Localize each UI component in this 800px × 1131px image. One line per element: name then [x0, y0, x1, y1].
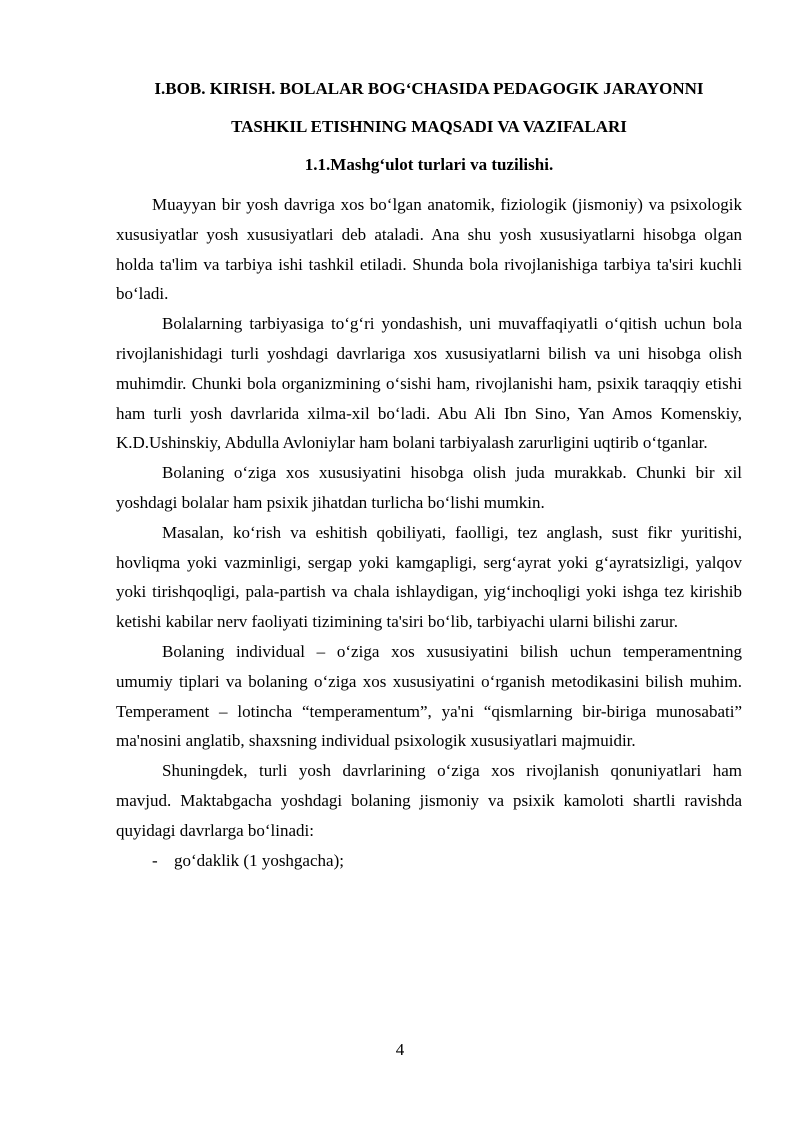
chapter-heading-line-1: I.BOB. KIRISH. BOLALAR BOG‘CHASIDA PEDAGOGIK JARAYONNI: [154, 79, 704, 98]
paragraph-1: Muayyan bir yosh davriga xos bo‘lgan anatomik, fiziologik (jismoniy) va psixologik xususiyatlar yosh xususiyatlari deb ataladi. Ana shu yosh xususiyatlarni hisobga olgan holda ta'lim va tarbiya ishi tashkil etiladi. Shunda bola rivojlanishiga tarbiya ta'siri kuchli bo‘ladi.: [116, 195, 742, 304]
paragraph-3: Bolaning o‘ziga xos xususiyatini hisobga olish juda murakkab. Chunki bir xil yoshdagi bolalar ham psixik jihatdan turlicha bo‘lishi mumkin.: [116, 463, 742, 512]
paragraph-5: Bolaning individual – o‘ziga xos xususiyatini bilish uchun temperamentning umumiy tiplari va bolaning o‘ziga xos xususiyatini o‘rganish metodikasini bilish muhim. Temperament – lotincha “temperamentum”, ya'ni “qismlarning bir-biriga munosabati” ma'nosini anglatib, shaxsning individual psixologik xususiyatlari majmuidir.: [116, 641, 742, 751]
list-item-text: go‘daklik (1 yoshgacha);: [174, 850, 344, 870]
section-title: 1.1.Mashg‘ulot turlari va tuzilishi.: [304, 155, 554, 174]
period-list: [116, 846, 742, 876]
chapter-heading-line-2: TASHKIL ETISHNING MAQSADI VA VAZIFALARI: [231, 117, 627, 136]
list-item: [116, 846, 742, 876]
document-page: [116, 70, 742, 875]
list-marker: -: [152, 850, 158, 870]
page-number: 4: [395, 1040, 405, 1059]
paragraph-2: Bolalarning tarbiyasiga to‘g‘ri yondashish, uni muvaffaqiyatli o‘qitish uchun bola rivojlanishidagi turli yoshdagi davrlariga xos xususiyatlarni bilish va uni hisobga olish muhimdir. Chunki bola organizmining o‘sishi ham, rivojlanishi ham, psixik taraqqiy etishi ham turli yosh davrlarida xilma-xil bo‘ladi. Abu Ali Ibn Sino, Yan Amos Komenskiy, K.D.Ushinskiy, Abdulla Avloniylar ham bolani tarbiyalash zarurligini uqtirib o‘tganlar.: [116, 314, 742, 453]
paragraph-6: Shuningdek, turli yosh davrlarining o‘ziga xos rivojlanish qonuniyatlari ham mavjud. Maktabgacha yoshdagi bolaning jismoniy va psixik kamoloti shartli ravishda quyidagi davrlarga bo‘linadi:: [116, 761, 742, 840]
paragraph-4: Masalan, ko‘rish va eshitish qobiliyati, faolligi, tez anglash, sust fikr yuritishi, hovliqma yoki vazminligi, sergap yoki kamgapligi, serg‘ayrat yoki g‘ayratsizligi, yalqov yoki tirishqoqligi, pala-partish va chala ishlaydigan, yig‘inchoqligi yoki ishga tez kirishib ketishi kabilar nerv faoliyati tizimining ta'siri bo‘lib, tarbiyachi ularni bilishi zarur.: [116, 522, 742, 632]
